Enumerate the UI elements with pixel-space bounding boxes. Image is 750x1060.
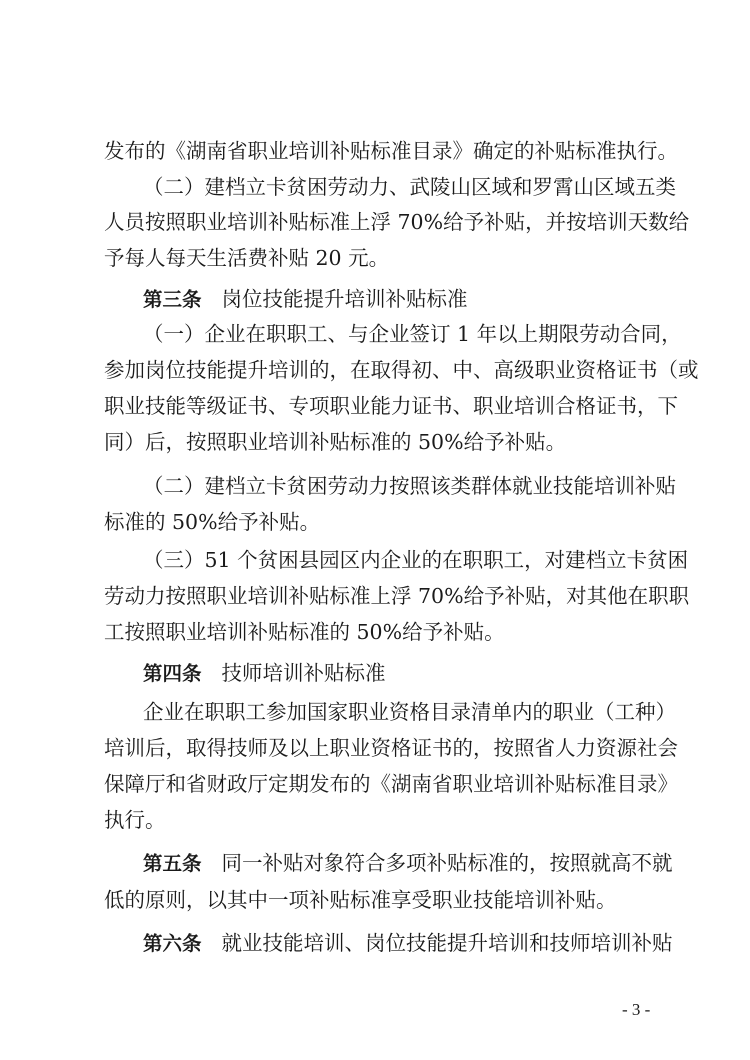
text-line: （三）51 个贫困县园区内企业的在职职工，对建档立卡贫困 xyxy=(143,548,689,572)
article-text: 就业技能培训、岗位技能提升培训和技师培训补贴 xyxy=(221,931,673,955)
article-heading: 第五条 xyxy=(143,852,202,875)
article-5 xyxy=(143,853,673,874)
text-line: 工按照职业培训补贴标准的 50%给予补贴。 xyxy=(104,620,505,644)
text-line: 企业在职职工参加国家职业资格目录清单内的职业（工种） xyxy=(143,700,676,724)
text-line: 执行。 xyxy=(104,808,166,832)
article-heading: 第六条 xyxy=(143,932,202,955)
text-line: 同）后，按照职业培训补贴标准的 50%给予补贴。 xyxy=(104,430,567,454)
article-heading: 第三条 xyxy=(143,288,202,311)
text-line: 标准的 50%给予补贴。 xyxy=(104,510,321,534)
article-text: 同一补贴对象符合多项补贴标准的，按照就高不就 xyxy=(221,851,673,875)
article-title: 岗位技能提升培训补贴标准 xyxy=(221,287,468,311)
article-4 xyxy=(143,663,386,684)
text-line: 人员按照职业培训补贴标准上浮 70%给予补贴，并按培训天数给 xyxy=(104,210,690,234)
text-line: 低的原则，以其中一项补贴标准享受职业技能培训补贴。 xyxy=(104,888,617,912)
article-3 xyxy=(143,289,468,310)
text-line: （一）企业在职职工、与企业签订 1 年以上期限劳动合同， xyxy=(143,322,682,346)
text-line: 培训后，取得技师及以上职业资格证书的，按照省人力资源社会 xyxy=(104,736,678,760)
text-line: 劳动力按照职业培训补贴标准上浮 70%给予补贴，对其他在职职 xyxy=(104,584,690,608)
text-line: 参加岗位技能提升培训的，在取得初、中、高级职业资格证书（或 xyxy=(104,358,699,382)
text-line: （二）建档立卡贫困劳动力按照该类群体就业技能培训补贴 xyxy=(143,474,676,498)
text-line: 职业技能等级证书、专项职业能力证书、职业培训合格证书，下 xyxy=(104,394,678,418)
page-number: - 3 - xyxy=(622,1000,651,1019)
text-line: 发布的《湖南省职业培训补贴标准目录》确定的补贴标准执行。 xyxy=(104,139,678,163)
article-heading: 第四条 xyxy=(143,662,202,685)
article-6 xyxy=(143,933,673,954)
text-line: 保障厅和省财政厅定期发布的《湖南省职业培训补贴标准目录》 xyxy=(104,772,678,796)
article-title: 技师培训补贴标准 xyxy=(221,661,386,685)
text-line: （二）建档立卡贫困劳动力、武陵山区域和罗霄山区域五类 xyxy=(143,175,676,199)
text-line: 予每人每天生活费补贴 20 元。 xyxy=(104,246,390,270)
